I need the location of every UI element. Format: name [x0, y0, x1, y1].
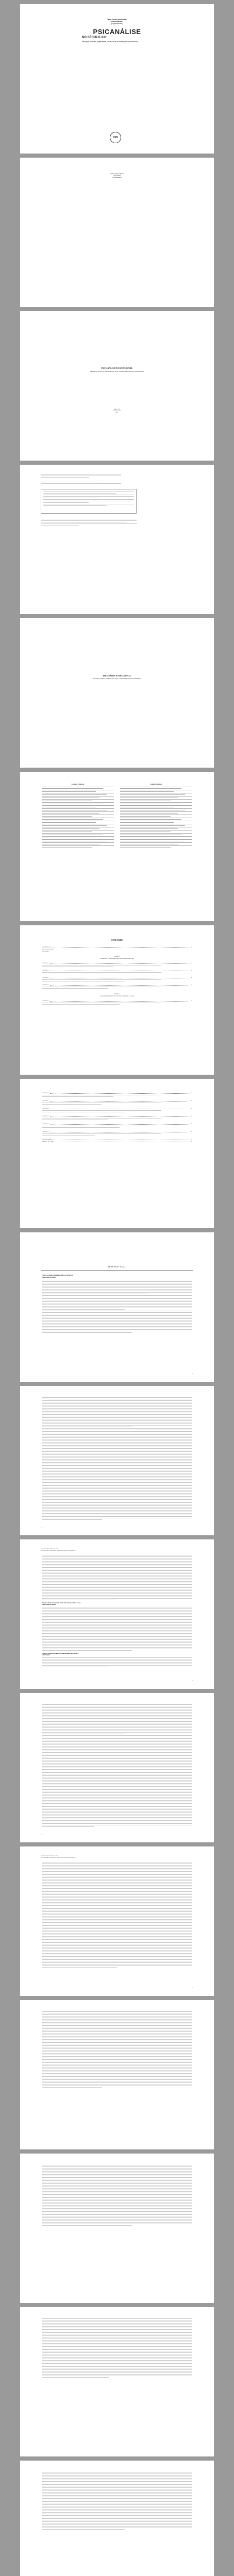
- toc-part-heading: PARTE 1: [114, 956, 120, 957]
- cover-logo-text: CRV: [112, 136, 119, 139]
- body-page-7: [20, 2307, 214, 2456]
- half-title-author-2: Fabio Malcher: [113, 175, 121, 177]
- toc-entry[interactable]: CAPÍTULO 10 149: [42, 1123, 192, 1125]
- toc-entry: Tania Coelho dos Santos: [42, 948, 54, 950]
- presentation-page: [20, 1232, 214, 1382]
- body-page-8: [20, 2461, 214, 2576]
- copyright-block-mid: [41, 482, 121, 484]
- running-header: PSICANÁLISE NO SÉCULO XXI: ideologias políticas, subjetividade, laços sociais e intervenções psicanalíticas: [41, 1856, 76, 1858]
- body-page-2: [20, 1539, 214, 1689]
- toc-entry: Fabio Malcher: [42, 951, 49, 952]
- toc-entry[interactable]: ÍNDICE REMISSIVO 177: [42, 1139, 192, 1140]
- section-heading: Parte III: a clínica no século XXI: a subjetividade, laços sociais e: [42, 1653, 79, 1654]
- body-text: [42, 1862, 192, 1968]
- scientific-committee-title: Comitê Científico:: [150, 783, 162, 785]
- presentation-part-heading: Parte 1: psicanálise e ideologias políticas no século XXI: [42, 1275, 73, 1276]
- section-author: Fabio Malcher: [42, 1654, 51, 1656]
- toc-entry[interactable]: CAPÍTULO 7 107: [42, 1100, 192, 1101]
- section-heading: Parte II: a clínica ameaçada no século XXI: sintomas clínicos e laços: [42, 1602, 81, 1604]
- toc-entry[interactable]: APRESENTAÇÃO 13: [42, 946, 192, 948]
- half-title-author-1: Tania Coelho dos Santos: [110, 173, 124, 175]
- inner-title-page: [20, 618, 214, 768]
- half-title-page: [20, 158, 214, 307]
- cataloging-box: [41, 489, 137, 514]
- cover-author-1: Tania Coelho dos Santos: [107, 19, 127, 21]
- toc-entry[interactable]: CAPÍTULO 5 79: [42, 1000, 192, 1002]
- toc-entry[interactable]: CAPÍTULO 11 163: [42, 1131, 192, 1132]
- title-page-title: PSICANÁLISE NO SÉCULO XXI:: [101, 367, 133, 369]
- toc-entry[interactable]: CAPÍTULO 3 49: [42, 977, 192, 978]
- toc-entry[interactable]: CAPÍTULO 6 93: [42, 1092, 192, 1094]
- inner-subtitle: ideologias políticas, subjetividade, laços sociais e intervenções psicanalíticas: [93, 677, 141, 680]
- page-number: 14: [41, 1527, 42, 1528]
- cover-logo: [110, 132, 121, 143]
- title-page: [20, 311, 214, 461]
- committee-page: [20, 772, 214, 921]
- body-page-4: [20, 1846, 214, 1996]
- title-page-city: Curitiba – Brasil: [113, 410, 121, 412]
- presentation-author: Tania Coelho dos Santos: [42, 1277, 56, 1278]
- page-number: 15: [192, 1680, 193, 1682]
- body-text: [42, 1704, 192, 1827]
- running-header: PSICANÁLISE NO SÉCULO XXI: ideologias políticas, subjetividade, laços sociais e intervenções psicanalíticas: [41, 1549, 76, 1551]
- cover-subtitle: NO SÉCULO XXI:: [82, 36, 108, 39]
- inner-title: PSICANÁLISE NO SÉCULO XXI:: [103, 675, 131, 677]
- body-text: [42, 1397, 192, 1520]
- presentation-title: APRESENTAÇÃO: [107, 1265, 127, 1268]
- title-page-publisher: Editora CRV: [113, 409, 121, 410]
- toc-entry[interactable]: CAPÍTULO 9 135: [42, 1115, 192, 1117]
- page-number: 13: [192, 1373, 193, 1375]
- body-page-3: [20, 1693, 214, 1842]
- toc-part-heading: PARTE 2: [114, 993, 120, 995]
- editorial-board-title: Conselho Editorial:: [71, 783, 85, 785]
- toc-entry[interactable]: CAPÍTULO 8 121: [42, 1108, 192, 1109]
- cover-page: [20, 4, 214, 154]
- toc-entry[interactable]: CAPÍTULO 1 21: [42, 962, 192, 964]
- cover-authors-label: (Organizadores): [111, 23, 123, 25]
- copyright-page: [20, 465, 214, 614]
- toc-page-2: [20, 1079, 214, 1228]
- toc-entry[interactable]: CAPÍTULO 2 35: [42, 970, 192, 971]
- body-page-1: [20, 1386, 214, 1535]
- copyright-block-bottom: [41, 519, 137, 526]
- page-number: 17: [192, 1987, 193, 1989]
- toc-entry[interactable]: SOBRE OS AUTORES 181: [42, 1141, 192, 1142]
- cover-author-2: Fabio Malcher: [111, 21, 123, 23]
- title-page-subtitle: ideologias políticas, subjetividade, laços sociais e intervenções psicanalíticas: [90, 370, 144, 372]
- toc-entry[interactable]: CAPÍTULO 4 63: [42, 984, 192, 986]
- title-page-year: 2017: [115, 412, 119, 414]
- toc-page-1: [20, 925, 214, 1075]
- cover-title: PSICANÁLISE: [93, 28, 141, 36]
- page-number: 16: [41, 1834, 42, 1835]
- cover-tagline: ideologias políticas, subjetividade, laços sociais e intervenções psicanalíticas: [82, 41, 138, 43]
- section-author: Tania Coelho dos Santos: [42, 1604, 56, 1605]
- half-title-authors-label: (Organizadores): [112, 176, 122, 178]
- body-page-5: [20, 2000, 214, 2149]
- toc-part-title: A SUBJETIVIDADE NO SÉCULO XXI: SINTOMAS E LAÇOS: [99, 995, 135, 997]
- presentation-body: [42, 1280, 192, 1333]
- toc-part-title: VIOLÊNCIA E IDEOLOGIAS POLÍTICAS NO SÉCULO XXI: [100, 958, 134, 959]
- copyright-block-top: [41, 474, 121, 478]
- toc-title: SUMÁRIO: [111, 939, 123, 941]
- body-page-6: [20, 2154, 214, 2303]
